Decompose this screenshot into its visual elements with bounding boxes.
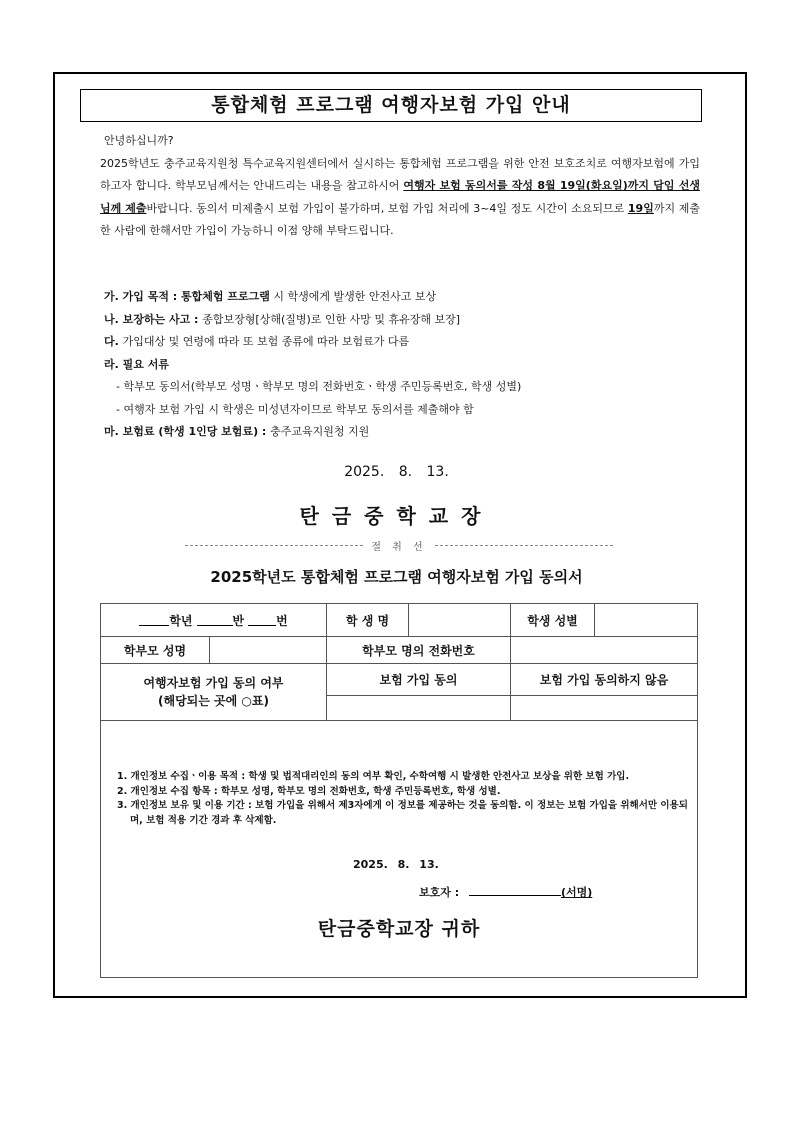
grade-class-number-cell[interactable]: [101, 604, 327, 637]
grade-blank[interactable]: [139, 614, 169, 626]
item-documents-sub1: - 학부모 동의서(학부모 성명ㆍ학부모 명의 전화번호ㆍ학생 주민등록번호, 학생 성별): [116, 380, 522, 393]
page-title: 통합체험 프로그램 여행자보험 가입 안내: [80, 89, 702, 122]
consent-question-line2: (해당되는 곳에 ○표): [158, 694, 269, 708]
intro-emphasis-deadline: 여행자 보험 동의서를 작성 8월 19일(화요일)까지 담임 선생님께 제출: [100, 179, 701, 215]
class-blank[interactable]: [197, 614, 233, 626]
info-items: [104, 286, 704, 444]
school-signature: 탄금중학교장: [299, 504, 494, 528]
student-gender-field[interactable]: [595, 604, 697, 637]
privacy-note-2: 2. 개인정보 수집 항목 : 학부모 성명, 학부모 명의 전화번호, 학생 주민등록번호, 학생 성별.: [117, 785, 501, 797]
item-fee: [104, 421, 704, 444]
intro-paragraph: [100, 153, 700, 243]
form-date: 2025. 8. 13.: [353, 858, 439, 871]
item-purpose-label: 가. 가입 목적 :: [104, 290, 182, 303]
student-name-field[interactable]: [409, 604, 511, 637]
parent-phone-field[interactable]: [511, 637, 697, 664]
consent-question-line1: 여행자보험 가입 동의 여부: [143, 676, 284, 690]
guardian-label: 보호자 :: [419, 886, 460, 899]
disagree-mark-cell[interactable]: [511, 696, 697, 721]
item-coverage-text: 종합보장형[상해(질병)로 인한 사망 및 휴유장해 보장]: [202, 312, 461, 326]
parent-phone-label: 학부모 명의 전화번호: [327, 637, 511, 664]
privacy-notes: [117, 770, 697, 828]
parent-name-field[interactable]: [210, 637, 327, 664]
item-premium-note: [104, 331, 704, 354]
privacy-note-1: 1. 개인정보 수집ㆍ이용 목적 : 학생 및 법적대리인의 동의 여부 확인, 수학여행 시 발생한 안전사고 보상을 위한 보험 가입.: [117, 771, 630, 782]
guardian-signature-line: [419, 884, 592, 900]
sign-label: (서명): [560, 886, 593, 899]
item-coverage-label: 나. 보장하는 사고 :: [104, 312, 203, 326]
cut-line: [185, 538, 613, 553]
item-coverage: [104, 309, 704, 332]
cut-line-label: 절 취 선: [371, 542, 427, 553]
number-label: 번: [276, 613, 288, 628]
item-purpose-bold: 통합체험 프로그램: [181, 290, 270, 303]
item-purpose-text: 시 학생에게 발생한 안전사고 보상: [269, 290, 437, 303]
student-name-label: 학 생 명: [327, 604, 409, 637]
item-fee-label: 마. 보험료 (학생 1인당 보험료) :: [104, 425, 271, 438]
intro-text-3: 까지 제출한 사람에 한해서만 가입이 가능하니 이점 양해 부탁드립니다.: [100, 201, 700, 237]
form-addressee: 탄금중학교장 귀하: [317, 918, 481, 940]
agree-mark-cell[interactable]: [327, 696, 511, 721]
class-label: 반: [232, 613, 245, 628]
intro-text-2: 바랍니다. 동의서 미제출시 보험 가입이 불가하며, 보험 가입 처리에 3~4일 정도 시간이 소요되므로: [146, 201, 628, 215]
item-documents: 라. 필요 서류: [104, 357, 169, 371]
intro-text-1: 2025학년도 충주교육지원청 특수교육지원센터에서 실시하는 통합체험 프로그램을 위한 안전 보호조치로 여행자보험에 가입하고자 합니다. 학부모님께서는 안내드리는 내용을 참고하시어: [100, 156, 700, 192]
item-premium-note-text: 가입대상 및 연령에 따라 또 보험 종류에 따라 보험료가 다름: [122, 335, 410, 348]
consent-question: [101, 664, 327, 721]
consent-form: [100, 603, 698, 978]
item-documents-sub2: - 여행자 보험 가입 시 학생은 미성년자이므로 학부모 동의서를 제출해야 함: [116, 402, 474, 416]
number-blank[interactable]: [248, 614, 276, 626]
guardian-sign-blank[interactable]: [469, 884, 561, 896]
grade-label: 학년: [169, 613, 193, 628]
form-title: 2025학년도 통합체험 프로그램 여행자보험 가입 동의서: [210, 568, 583, 586]
intro-emphasis-day: 19일: [627, 201, 654, 215]
greeting: 안녕하십니까?: [104, 134, 174, 147]
student-gender-label: 학생 성별: [511, 604, 595, 637]
item-fee-text: 충주교육지원청 지원: [270, 425, 370, 438]
item-premium-note-label: 다.: [104, 335, 123, 348]
privacy-note-3: 3. 개인정보 보유 및 이용 기간 : 보험 가입을 위해서 제3자에게 이 정보를 제공하는 것을 동의함. 이 정보는 보험 가입을 위해서만 이용되며, 보험 적용 기간 경과 후 삭제함.: [117, 800, 688, 826]
cut-dash-right: [435, 545, 613, 546]
agree-label: 보험 가입 동의: [327, 664, 511, 696]
disagree-label: 보험 가입 동의하지 않음: [511, 664, 697, 696]
notice-date: 2025. 8. 13.: [344, 464, 449, 480]
item-purpose: [104, 286, 704, 309]
parent-name-label: 학부모 성명: [101, 637, 210, 664]
cut-dash-left: [185, 545, 363, 546]
intro-section: [100, 130, 700, 243]
